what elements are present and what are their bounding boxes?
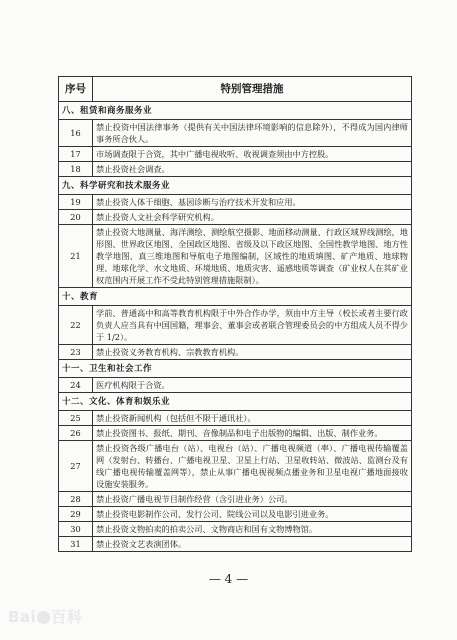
row-measure: 禁止投资人文社会科学研究机构。 (93, 210, 412, 225)
table-row (59, 210, 412, 225)
row-measure: 禁止投资社会调查。 (93, 162, 412, 177)
section-row (59, 288, 412, 306)
watermark-right: 百科 (51, 608, 83, 626)
row-measure: 禁止投资新闻机构（包括但不限于通讯社）。 (93, 411, 412, 426)
table-row (59, 411, 412, 426)
row-number: 16 (59, 120, 93, 147)
header-measures: 特别管理措施 (93, 77, 412, 102)
table-row (59, 225, 412, 288)
paw-icon (37, 611, 50, 624)
row-measure: 禁止投资文物拍卖的拍卖公司、文物商店和国有文物博物馆。 (93, 522, 412, 537)
row-number: 20 (59, 210, 93, 225)
table-row (59, 345, 412, 360)
table-row (59, 441, 412, 492)
row-number: 23 (59, 345, 93, 360)
section-row (59, 360, 412, 378)
page-number: — 4 — (208, 572, 249, 586)
section-row (59, 102, 412, 120)
table-row (59, 492, 412, 507)
watermark-left: Bai (8, 608, 37, 626)
row-measure: 禁止投资文艺表演团体。 (93, 537, 412, 552)
table-row (59, 120, 412, 147)
row-measure: 禁止投资电影制作公司、发行公司、院线公司以及电影引进业务。 (93, 507, 412, 522)
row-measure: 医疗机构限于合资。 (93, 378, 412, 393)
row-number: 18 (59, 162, 93, 177)
table-row (59, 195, 412, 210)
table-row (59, 522, 412, 537)
row-number: 19 (59, 195, 93, 210)
special-measures-table (58, 76, 412, 552)
section-row (59, 393, 412, 411)
section-title: 九、科学研究和技术服务业 (59, 177, 412, 195)
row-number: 22 (59, 306, 93, 345)
row-measure: 禁止投资广播电视节目制作经营（含引进业务）公司。 (93, 492, 412, 507)
table-row (59, 378, 412, 393)
row-measure: 学前、普通高中和高等教育机构限于中外合作办学，须由中方主导（校长或者主要行政负责人应当具有中国国籍，理事会、董事会或者联合管理委员会的中方组成人员不得少于 1/2）。 (93, 306, 412, 345)
row-measure: 禁止投资义务教育机构、宗教教育机构。 (93, 345, 412, 360)
row-number: 17 (59, 147, 93, 162)
section-title: 八、租赁和商务服务业 (59, 102, 412, 120)
section-title: 十一、卫生和社会工作 (59, 360, 412, 378)
row-measure: 禁止投资人体干细胞、基因诊断与治疗技术开发和应用。 (93, 195, 412, 210)
row-number: 25 (59, 411, 93, 426)
row-measure: 禁止投资各级广播电台（站）、电视台（站）、广播电视频道（率）、广播电视传输覆盖网（发射台、转播台、广播电视卫星、卫星上行站、卫星收转站、微波站、监测台及有线广播电视传输覆盖网等），禁止从事广播电视视频点播业务和卫星电视广播地面接收设施安装服务。 (93, 441, 412, 492)
table-row (59, 162, 412, 177)
row-measure: 禁止投资图书、报纸、期刊、音像制品和电子出版物的编辑、出版、制作业务。 (93, 426, 412, 441)
row-number: 30 (59, 522, 93, 537)
row-measure: 禁止投资大地测量、海洋测绘、测绘航空摄影、地面移动测量、行政区域界线测绘，地形图、世界政区地图、全国政区地图、省级及以下政区地图、全国性教学地图、地方性教学地图、真三维地图和导航电子地图编制，区域性的地质填图、矿产地质、地球物理、地球化学、水文地质、环境地质、地质灾害、遥感地质等调查（矿业权人在其矿业权范围内开展工作不受此特别管理措施限制）。 (93, 225, 412, 288)
section-row (59, 177, 412, 195)
row-number: 29 (59, 507, 93, 522)
table-body (59, 102, 412, 552)
table-header-row (59, 77, 412, 102)
row-number: 26 (59, 426, 93, 441)
row-number: 31 (59, 537, 93, 552)
header-number: 序号 (59, 77, 93, 102)
section-title: 十、教育 (59, 288, 412, 306)
table-row (59, 507, 412, 522)
table-row (59, 147, 412, 162)
table-row (59, 306, 412, 345)
row-number: 24 (59, 378, 93, 393)
section-title: 十二、文化、体育和娱乐业 (59, 393, 412, 411)
row-measure: 禁止投资中国法律事务（提供有关中国法律环境影响的信息除外），不得成为国内律师事务所合伙人。 (93, 120, 412, 147)
row-number: 27 (59, 441, 93, 492)
table-row (59, 426, 412, 441)
row-measure: 市场调查限于合资，其中广播电视收听、收视调查须由中方控股。 (93, 147, 412, 162)
row-number: 28 (59, 492, 93, 507)
row-number: 21 (59, 225, 93, 288)
table-row (59, 537, 412, 552)
baike-watermark (8, 606, 82, 627)
